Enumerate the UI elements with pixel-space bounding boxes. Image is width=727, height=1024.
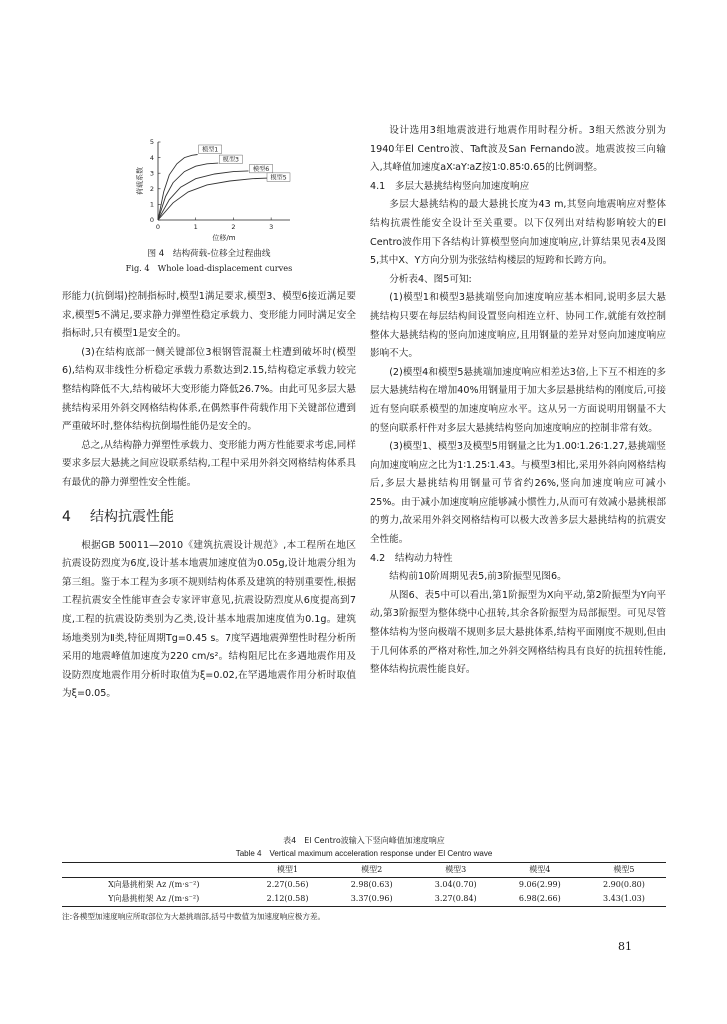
y-tick-label: 3 — [149, 169, 154, 178]
right-paragraph-5: (2)模型4和模型5悬挑端加速度响应相差达3倍,上下互不相连的多层大悬挑结构在增加40%用钢量用于加大多层悬挑结构的刚度后,可接近有竖向联系模型的加速度响应水平。这从另一方面说明用钢量不大的竖向联系杆件对多层大悬挑结构竖向加速度响应的控制非常有效。 — [370, 366, 666, 434]
table-row — [62, 878, 666, 893]
right-paragraph-6: (3)模型1、模型3及模型5用钢量之比为1.00∶1.26∶1.27,悬挑端竖向加速度响应之比为1∶1.25∶1.43。与模型3相比,采用外斜向网格结构后,多层大悬挑结构用钢量可节省约26%,竖向加速度响应可减小25%。由于减小加速度响应能够减小惯性力,从而可有效减小悬挑根部的剪力,故采用外斜交网格结构可以极大改善多层大悬挑结构的抗震安全性能。 — [370, 441, 666, 546]
table-cell: 2.27(0.56) — [266, 880, 309, 889]
table-header-row — [62, 863, 666, 878]
table-caption-cn: 表4 El Centro波输入下竖向峰值加速度响应 — [283, 836, 445, 845]
right-paragraph-1: 设计选用3组地震波进行地震作用时程分析。3组天然波分别为1940年El Centro波、Taft波及San Fernando波。地震波按三向输入,其峰值加速度aX∶aY∶aZ按1∶0.85∶0.65的比例调整。 — [370, 125, 666, 174]
y-tick-label: 5 — [149, 138, 154, 147]
table-header-cell: 模型4 — [498, 863, 582, 878]
left-column — [62, 288, 356, 704]
chart-svg — [110, 128, 310, 246]
y-tick-label: 4 — [149, 153, 154, 162]
table-caption-en: Table 4 Vertical maximum acceleration response under El Centro wave — [235, 849, 493, 858]
chart-ticks — [135, 138, 273, 242]
x-axis-label: 位移/m — [212, 234, 236, 242]
table-note: 注:各模型加速度响应所取部位为大悬挑端部,括号中数值为加速度响应极方差。 — [62, 912, 326, 921]
table-cell: 2.90(0.80) — [603, 880, 645, 889]
section-number: 4 — [62, 508, 71, 525]
table-cell: X向悬挑桁架 Az /(m·s⁻²) — [108, 880, 200, 889]
subsection-4-2-heading: 4.2 结构动力特性 — [370, 552, 453, 564]
x-tick-label: 1 — [193, 223, 198, 231]
curve-label: 模型5 — [270, 174, 287, 182]
left-paragraph-3: 总之,从结构静力弹塑性承载力、变形能力两方性能要求考虑,同样要求多层大悬挑之间应设联系结构,工程中采用外斜交网格结构体系具有最优的静力弹塑性安全性能。 — [62, 439, 356, 488]
left-paragraph-1: 形能力(抗倒塌)控制指标时,模型1满足要求,模型3、模型6接近满足要求,模型5不满足,要求静力弹塑性稳定承载力、变形能力同时满足安全指标时,只有模型1是安全的。 — [62, 291, 356, 340]
right-paragraph-4: (1)模型1和模型3悬挑端竖向加速度响应基本相同,说明多层大悬挑结构只要在每层结构间设置竖向相连立杆、协同工作,就能有效控制整体大悬挑结构的竖向加速度响应,且用钢量的差异对竖向加速度响应影响不大。 — [370, 292, 666, 360]
table-cell: 9.06(2.99) — [518, 880, 561, 889]
table-header-cell: 模型3 — [414, 863, 498, 878]
figure-caption-en: Fig. 4 Whole load-displacement curves — [125, 263, 293, 273]
right-column — [370, 122, 666, 680]
x-tick-label: 3 — [269, 223, 274, 231]
x-tick-label: 0 — [155, 223, 161, 231]
page-number: 81 — [618, 940, 632, 953]
table-cell: 2.98(0.63) — [350, 880, 393, 889]
table-cell: Y向悬挑桁架 Az /(m·s⁻²) — [62, 892, 246, 907]
section-title: 结构抗震性能 — [90, 508, 174, 525]
y-tick-label: 1 — [149, 200, 154, 209]
table-header-cell — [62, 863, 246, 878]
right-paragraph-2: 多层大悬挑结构的最大悬挑长度为43 m,其竖向地震响应对整体结构抗震性能安全设计至关重要。以下仅列出对结构影响较大的El Centro波作用下各结构计算模型竖向加速度响应,计算结果见表4及图5,其中X、Y方向分别为张弦结构楼层的短跨和长跨方向。 — [370, 199, 666, 267]
table-cell: 6.98(2.66) — [498, 892, 582, 907]
table-cell: 3.43(1.03) — [582, 892, 666, 907]
table-cell: 3.37(0.96) — [330, 892, 414, 907]
x-tick-label: 2 — [231, 223, 236, 231]
curve-label: 模型3 — [222, 156, 239, 164]
table-cell: 2.12(0.58) — [246, 892, 330, 907]
figure-caption-cn: 图 4 结构荷载-位移全过程曲线 — [147, 249, 271, 259]
table-header-cell: 模型1 — [246, 863, 330, 878]
curve-label: 模型6 — [252, 165, 270, 173]
table-4 — [62, 862, 666, 907]
y-axis-label: 荷载系数 — [136, 167, 144, 195]
table-header-cell: 模型2 — [330, 863, 414, 878]
table-header-cell: 模型5 — [582, 863, 666, 878]
table-cell: 3.27(0.84) — [414, 892, 498, 907]
table-row — [62, 892, 666, 907]
curve-label: 模型1 — [201, 146, 219, 154]
right-paragraph-7: 结构前10阶周期见表5,前3阶振型见图6。 — [389, 571, 567, 583]
subsection-4-1-heading: 4.1 多层大悬挑结构竖向加速度响应 — [370, 180, 530, 192]
left-paragraph-2: (3)在结构底部一侧关键部位3根钢管混凝土柱遭到破坏时(模型6),结构双非线性分析稳定承载力系数达到2.15,结构稳定承载力较完整结构降低不大,结构破坏大变形能力降低26.7%。由此可见多层大悬挑结构采用外斜交网格结构体系,在偶然事件荷载作用下关键部位遭到严重破坏时,整体结构抗倒塌性能仍是安全的。 — [62, 346, 356, 433]
y-tick-label: 2 — [149, 185, 154, 193]
y-tick-label: 0 — [149, 216, 154, 225]
left-paragraph-4: 根据GB 50011—2010《建筑抗震设计规范》,本工程所在地区抗震设防烈度为6度,设计基本地震加速度值为0.05g,设计地震分组为第三组。鉴于本工程为多项不规则结构体系及建筑的特别重要性,根据工程抗震安全性能审查会专家评审意见,抗震设防烈度从6度提高到7度,工程的抗震设防类别为乙类,设计基本地震加速度值为0.1g。建筑场地类别为Ⅱ类,特征周期Tg=0.45 s。7度罕遇地震弹塑性时程分析所采用的地震峰值加速度为220 cm/s²。结构阻尼比在多遇地震作用及设防烈度地震作用分析时取值为ξ=0.02,在罕遇地震作用分析时取值为ξ=0.05。 — [62, 539, 356, 700]
right-paragraph-3: 分析表4、图5可知: — [389, 273, 472, 285]
section-4-heading — [62, 507, 356, 527]
table-cell: 3.04(0.70) — [434, 880, 477, 889]
table-4-area — [62, 834, 666, 922]
series-line — [158, 171, 249, 220]
right-paragraph-8: 从图6、表5中可以看出,第1阶振型为X向平动,第2阶振型为Y向平动,第3阶振型为整体绕中心扭转,其余各阶振型为局部振型。可见尽管整体结构为竖向极端不规则多层大悬挑体系,结构平面刚度不规则,但由于几何体系的严格对称性,加之外斜交网格结构具有良好的抗扭转性能,整体结构抗震性能良好。 — [370, 589, 666, 676]
series-line — [158, 178, 271, 220]
